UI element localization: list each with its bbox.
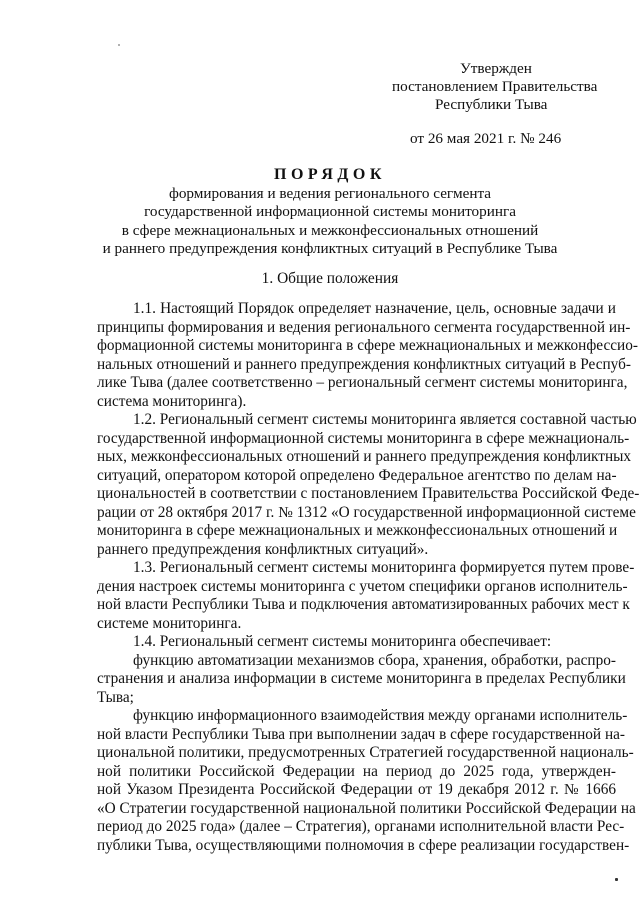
title-subtitle-line: в сфере межнациональных и межконфессиональных отношений — [121, 221, 539, 239]
paragraph-1-1 — [61, 300, 638, 411]
text-line: ной политики Российской Федерации на период до 2025 года, утвержден- — [97, 762, 616, 780]
approval-stamp — [380, 60, 620, 148]
text-line: 1.3. Региональный сегмент системы мониторинга формируется путем прове- — [133, 559, 635, 576]
text-line: Тыва; — [97, 688, 134, 706]
text-line: государственной информационной системы мониторинга в сфере межнациональ- — [97, 429, 630, 447]
text-line: публики Тыва, осуществляющими полномочия в сфере реализации государствен- — [97, 836, 630, 854]
paragraph-1-3 — [61, 559, 635, 633]
text-line: нальных отношений и раннего предупреждения конфликтных ситуаций в Респуб- — [97, 355, 631, 373]
paragraph-function-automation — [61, 651, 626, 708]
text-line: странения и анализа информации в системе мониторинга в пределах Республики — [97, 670, 626, 687]
text-line: система мониторинга). — [97, 392, 247, 410]
paragraph-function-interaction — [61, 707, 636, 855]
text-line: формационной системы мониторинга в сфере межнациональных и межконфессио- — [97, 337, 638, 354]
title-main: ПОРЯДОК — [274, 166, 386, 183]
text-line: период до 2025 года» (далее – Стратегия), органами исполнительной власти Рес- — [97, 818, 625, 835]
title-subtitle-line: формирования и ведения регионального сегмента — [168, 185, 492, 202]
paragraph-1-2 — [61, 411, 640, 559]
text-line: ной власти Республики Тыва и подключения автоматизированных рабочих мест к — [97, 596, 630, 613]
text-line: 1.2. Региональный сегмент системы мониторинга является составной частью — [133, 411, 637, 428]
approval-line-approved: Утвержден — [460, 60, 532, 77]
text-line: циональностей в соответствии с постановлением Правительства Российской Феде- — [97, 485, 640, 502]
text-line: ных, межконфессиональных отношений и раннего предупреждения конфликтных — [97, 448, 632, 465]
text-line: ной Указом Президента Российской Федерации от 19 декабря 2012 г. № 1666 — [97, 781, 616, 798]
text-line: 1.1. Настоящий Порядок определяет назначение, цель, основные задачи и — [133, 300, 616, 317]
text-line: ситуаций, оператором которой определено Федеральное агентство по делам на- — [97, 466, 617, 484]
document-title — [60, 165, 600, 259]
title-subtitle-line: и раннего предупреждения конфликтных ситуаций в Республике Тыва — [102, 240, 558, 258]
text-line: рации от 28 октября 2017 г. № 1312 «О государственной информационной системе — [97, 503, 636, 521]
text-line: раннего предупреждения конфликтных ситуаций». — [97, 540, 429, 558]
scan-speck — [118, 44, 120, 46]
section-heading: 1. Общие положения — [261, 270, 399, 287]
paragraph-1-4 — [61, 633, 616, 652]
text-line: функцию автоматизации механизмов сбора, хранения, обработки, распро- — [133, 651, 616, 669]
scan-speck — [615, 878, 618, 881]
approval-line-date: от 26 мая 2021 г. № 246 — [410, 130, 562, 147]
title-subtitle-line: государственной информационной системы мониторинга — [144, 203, 516, 221]
text-line: принципы формирования и ведения регионального сегмента государственной ин- — [97, 318, 631, 336]
text-line: циональной политики, предусмотренных Стратегией государственной националь- — [97, 744, 634, 761]
text-line: «О Стратегии государственной национальной политики Российской Федерации на — [97, 799, 636, 817]
document-body — [61, 300, 640, 855]
text-line: дения настроек системы мониторинга с учетом специфики органов исполнитель- — [97, 577, 628, 595]
text-line: мониторинга в сфере межнациональных и межконфессиональных отношений и — [97, 522, 618, 539]
text-line: системе мониторинга. — [97, 614, 242, 632]
approval-line-resolution: постановлением Правительства — [392, 78, 598, 95]
text-line: лике Тыва (далее соответственно – региональный сегмент системы мониторинга, — [97, 374, 628, 391]
text-line: 1.4. Региональный сегмент системы мониторинга обеспечивает: — [133, 633, 552, 650]
text-line: ной власти Республики Тыва при выполнении задач в сфере государственной на- — [97, 725, 626, 743]
approval-line-republic: Республики Тыва — [435, 96, 548, 113]
text-line: функцию информационного взаимодействия между органами исполнитель- — [133, 707, 628, 724]
